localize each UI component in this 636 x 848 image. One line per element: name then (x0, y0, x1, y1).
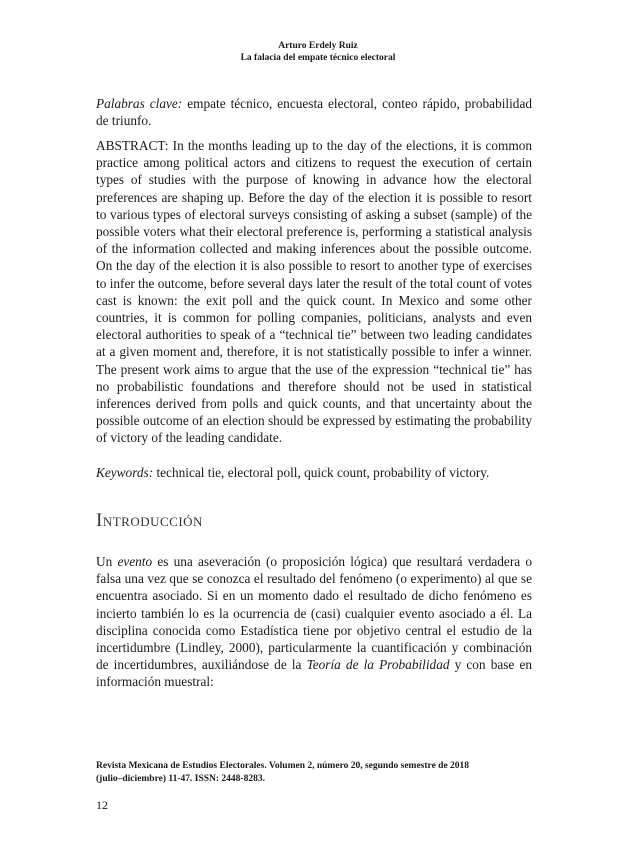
intro-part-1: Un (96, 554, 118, 569)
intro-term-evento: evento (117, 554, 153, 569)
keywords-spanish-label: Palabras clave: (96, 96, 183, 111)
keywords-spanish-text: empate técnico, encuesta electoral, conteo rápido, probabilidad de triunfo. (96, 96, 532, 129)
keywords-english (96, 464, 532, 481)
keywords-english-label: Keywords: (96, 465, 154, 480)
intro-part-2: es una aseveración (o proposición lógica) que resultará verdadera o falsa una vez que se conozca el resultado del fenómeno (o experimento) al que se encuentra asociado. Si en un momento dado el resultado de dicho fenómeno es incierto también lo es la ocurrencia de (casi) cualquier evento asociado a él. La disciplina conocida como Estadística tiene por objetivo central el estudio de la incertidumbre (Lindley, 2000), particularmente la cuantificación y combinación de incertidumbres, auxiliándose de la (96, 554, 532, 673)
intro-part-3: y con base en información muestral: (96, 657, 532, 690)
intro-paragraph (96, 553, 532, 691)
intro-term-probability-theory: Teoría de la Probabilidad (306, 657, 450, 673)
running-head-title: La falacia del empate técnico electoral (240, 53, 396, 63)
running-head (0, 40, 636, 64)
section-title: Introducción (96, 510, 203, 531)
running-head-author: Arturo Erdely Ruiz (278, 41, 358, 51)
journal-footer (96, 760, 532, 786)
journal-footer-line-1: Revista Mexicana de Estudios Electorales. Volumen 2, número 20, segundo semestre de 2018 (96, 761, 470, 771)
abstract-text: In the months leading up to the day of the elections, it is common practice among political actors and citizens to request the execution of certain types of studies with the purpose of knowing in advance how the electoral preferences are shaping up. Before the day of the election it is possible to resort to various types of electoral surveys consisting of asking a subset (sample) of the possible voters what their electoral preference is, performing a statistical analysis of the information collected and making inferences about the possible outcome. On the day of the election it is also possible to resort to another type of exercises to infer the outcome, before several days later the result of the total count of votes cast is known: the exit poll and the quick count. In Mexico and some other countries, it is common for polling companies, politicians, analysts and even electoral authorities to speak of a “technical tie” between two leading candidates at a given moment and, therefore, it is not statistically possible to infer a winner. The present work aims to argue that the use of the expression “technical tie” has no probabilistic foundations and therefore should not be used in statistical inferences derived from polls and quick counts, and that uncertainty about the possible outcome of an election should be expressed by estimating the probability of victory of the leading candidate. (96, 138, 532, 446)
keywords-english-text: technical tie, electoral poll, quick count, probability of victory. (153, 465, 490, 480)
journal-footer-line-2: (julio–diciembre) 11-47. ISSN: 2448-8283. (96, 774, 265, 784)
page-number: 12 (96, 798, 108, 812)
keywords-spanish (96, 95, 532, 129)
abstract (96, 137, 532, 447)
abstract-label: ABSTRACT: (96, 138, 169, 153)
